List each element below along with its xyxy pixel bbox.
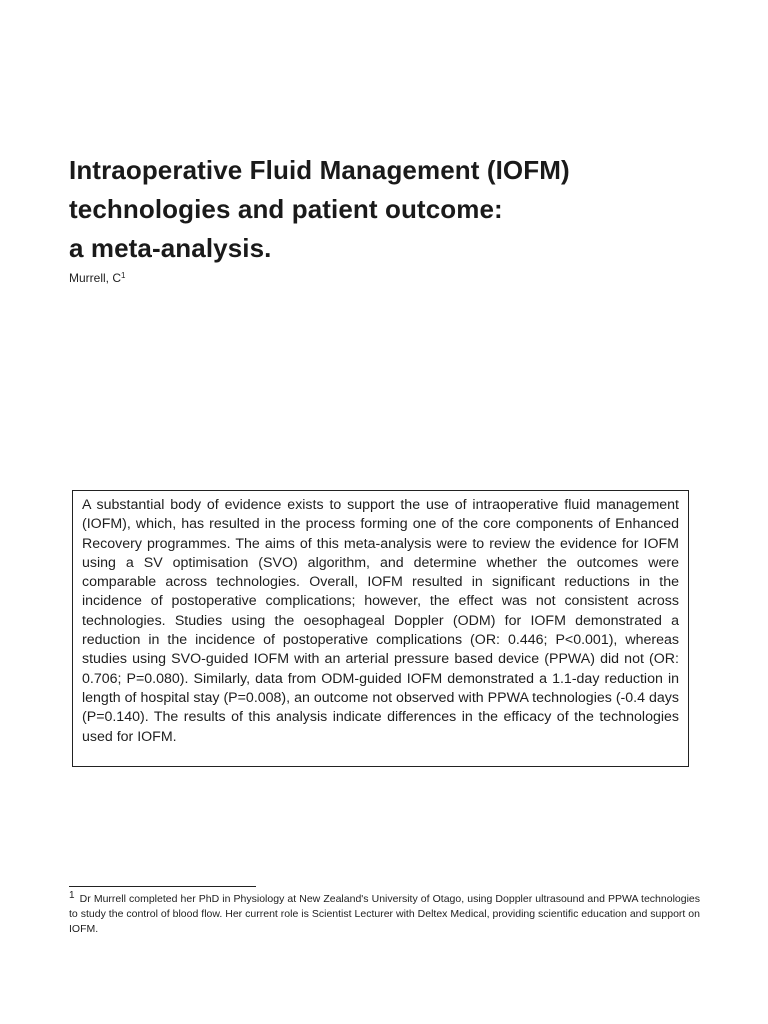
footnote-marker: 1 [69,890,75,901]
author-name: Murrell, C [69,271,122,285]
paper-title [69,151,709,268]
title-line-1: Intraoperative Fluid Management (IOFM) [69,155,570,185]
title-line-3: a meta-analysis. [69,233,272,263]
author-footnote-marker: 1 [121,271,126,280]
title-line-2: technologies and patient outcome: [69,194,503,224]
abstract-text: A substantial body of evidence exists to support the use of intraoperative fluid management (IOFM), which, has resulted in the process forming one of the core components of Enhanced Recovery programmes. The aims of this meta-analysis were to review the evidence for IOFM using a SV optimisation (SVO) algorithm, and determine whether the outcomes were comparable across technologies. Overall, IOFM resulted in significant reductions in the incidence of postoperative complications; however, the effect was not consistent across technologies. Studies using the oesophageal Doppler (ODM) for IOFM demonstrated a reduction in the incidence of postoperative complications (OR: 0.446; P<0.001), whereas studies using SVO-guided IOFM with an arterial pressure based device (PPWA) did not (OR: 0.706; P=0.080). Similarly, data from ODM-guided IOFM demonstrated a 1.1-day reduction in length of hospital stay (P=0.008), an outcome not observed with PPWA technologies (-0.4 days (P=0.140). The results of this analysis indicate differences in the efficacy of the technologies used for IOFM. [82,497,679,745]
footnote [69,892,700,937]
author-line [69,270,125,286]
footnote-text: Dr Murrell completed her PhD in Physiology at New Zealand's University of Otago, using Doppler ultrasound and PPWA technologies to study the control of blood flow. Her current role is Scientist Lecturer with Deltex Medical, providing scientific education and support on IOFM. [69,893,700,935]
footnote-divider [69,886,256,887]
abstract-box [72,490,689,767]
